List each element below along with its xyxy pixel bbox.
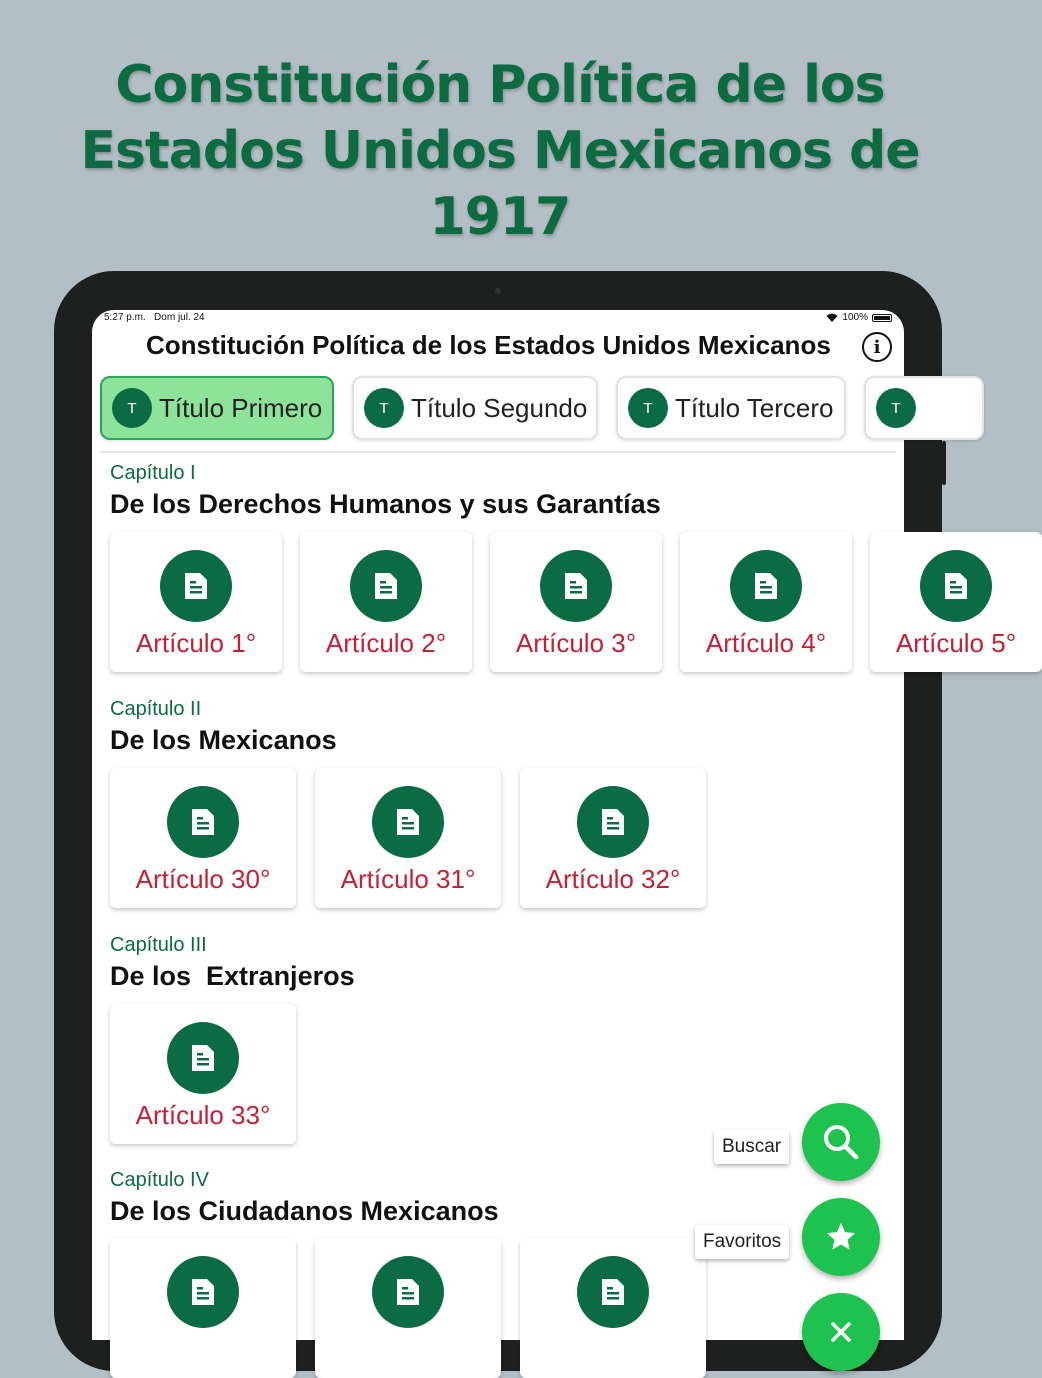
wifi-icon: [826, 313, 838, 322]
status-bar: [92, 310, 904, 326]
article-label: Artículo 1°: [135, 628, 257, 658]
chapter-header: [110, 1169, 499, 1227]
article-label: Artículo 5°: [895, 628, 1017, 658]
info-icon[interactable]: i: [862, 332, 892, 362]
article-card[interactable]: [110, 768, 296, 908]
battery-icon: [872, 314, 892, 322]
article-card[interactable]: [870, 532, 1042, 672]
article-label: Artículo 3°: [515, 628, 637, 658]
tab-titulo-primero[interactable]: [100, 376, 334, 440]
promo-title-line3: 1917: [429, 187, 571, 247]
title-badge-icon: T: [876, 388, 916, 428]
document-icon: [577, 1256, 649, 1328]
article-card[interactable]: [110, 1004, 296, 1144]
chapter-header: [110, 698, 337, 756]
tab-titulo-tercero[interactable]: [616, 376, 846, 440]
document-icon: [540, 550, 612, 622]
article-card[interactable]: [520, 1238, 706, 1378]
chapter-number: Capítulo I: [110, 462, 196, 484]
document-icon: [160, 550, 232, 622]
tab-titulo-segundo[interactable]: [352, 376, 598, 440]
chapter-header: [110, 934, 355, 992]
chapter-number: Capítulo II: [110, 698, 202, 720]
article-label: Artículo 33°: [135, 1100, 271, 1130]
document-icon: [920, 550, 992, 622]
document-icon: [167, 1256, 239, 1328]
chapter-number: Capítulo IV: [110, 1169, 209, 1191]
star-icon: [824, 1220, 858, 1254]
article-label: Artículo 31°: [340, 864, 476, 894]
document-icon: [350, 550, 422, 622]
favorites-button[interactable]: [802, 1198, 880, 1276]
chapter-title: De los Ciudadanos Mexicanos: [110, 1196, 499, 1226]
article-cards: [110, 768, 706, 908]
article-cards: [110, 1238, 706, 1378]
close-menu-button[interactable]: [802, 1293, 880, 1371]
promo-title-line2: Estados Unidos Mexicanos de: [80, 121, 920, 181]
title-badge-icon: T: [364, 388, 404, 428]
document-icon: [167, 1022, 239, 1094]
chapter-header: [110, 462, 661, 520]
article-label: Artículo 4°: [705, 628, 827, 658]
page-title: Constitución Política de los Estados Unidos Mexicanos: [146, 330, 831, 360]
document-icon: [577, 786, 649, 858]
article-label: Artículo 32°: [545, 864, 681, 894]
document-icon: [730, 550, 802, 622]
title-badge-icon: T: [112, 388, 152, 428]
document-icon: [372, 1256, 444, 1328]
article-card[interactable]: [110, 1238, 296, 1378]
chapter-title: De los Extranjeros: [110, 961, 355, 991]
document-icon: [167, 786, 239, 858]
article-cards: [110, 1004, 296, 1144]
article-card[interactable]: [490, 532, 662, 672]
tabs-divider: [100, 451, 896, 453]
battery-percent: 100%: [842, 312, 868, 323]
document-icon: [372, 786, 444, 858]
tab-label: Título Segundo: [411, 392, 588, 423]
article-label: Artículo 2°: [325, 628, 447, 658]
chapter-number: Capítulo III: [110, 934, 207, 956]
article-card[interactable]: [520, 768, 706, 908]
article-label: Artículo 30°: [135, 864, 271, 894]
title-badge-icon: T: [628, 388, 668, 428]
article-card[interactable]: [315, 1238, 501, 1378]
status-time: 5:27 p.m. Dom jul. 24: [104, 312, 205, 323]
chapter-title: De los Mexicanos: [110, 725, 337, 755]
article-card[interactable]: [680, 532, 852, 672]
article-card[interactable]: [300, 532, 472, 672]
tab-titulo-cuarto[interactable]: [864, 376, 984, 440]
app-screen: [92, 310, 1017, 1340]
search-icon: [821, 1122, 861, 1162]
tab-label: Título Tercero: [675, 392, 834, 423]
promo-title-line1: Constitución Política de los: [115, 55, 885, 115]
chapter-title: De los Derechos Humanos y sus Garantías: [110, 489, 661, 519]
search-fab-label: Buscar: [714, 1130, 789, 1164]
article-card[interactable]: [315, 768, 501, 908]
title-tabs: [100, 376, 904, 440]
tab-label: Título Primero: [159, 392, 323, 423]
promo-title: [0, 52, 1000, 250]
status-right: [826, 312, 892, 323]
search-button[interactable]: [802, 1103, 880, 1181]
close-icon: [827, 1318, 855, 1346]
favorites-fab-label: Favoritos: [695, 1225, 789, 1259]
camera-icon: [495, 288, 501, 294]
article-card[interactable]: [110, 532, 282, 672]
volume-down-button: [942, 441, 946, 485]
article-cards: [110, 532, 1042, 672]
